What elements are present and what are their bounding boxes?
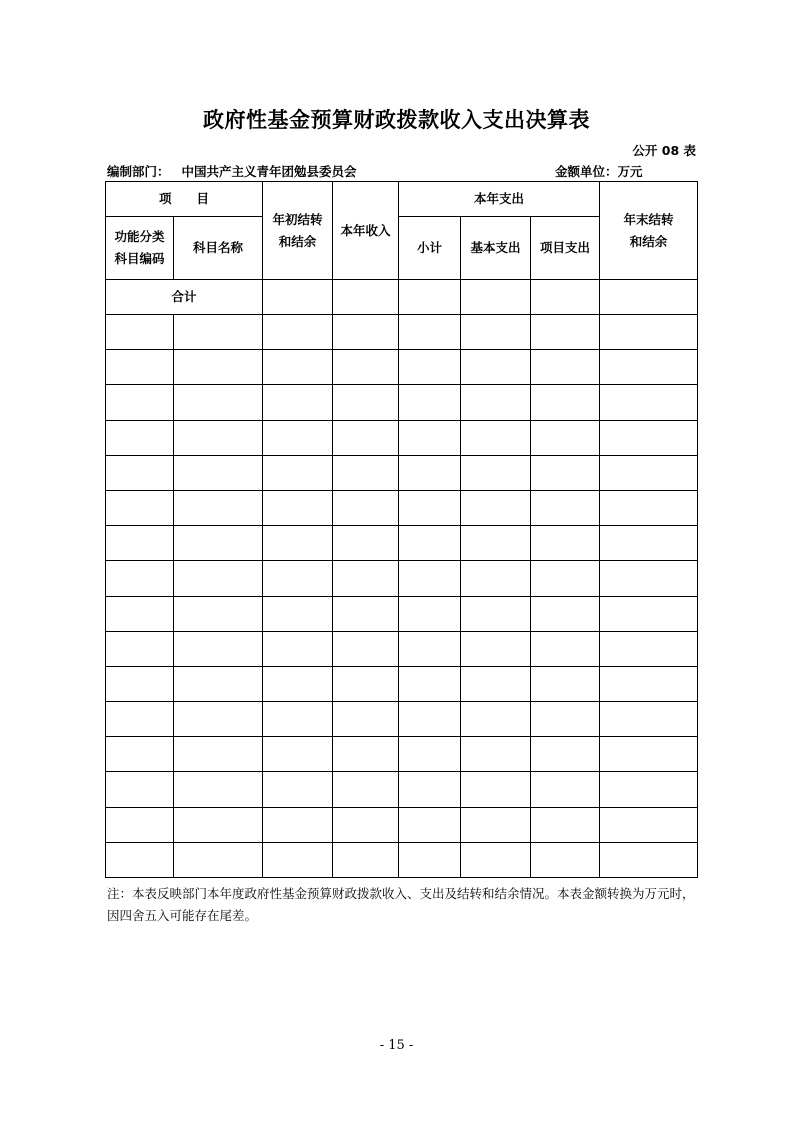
table-cell <box>461 596 531 631</box>
table-cell <box>263 561 333 596</box>
table-cell <box>600 737 698 772</box>
table-cell <box>399 385 461 420</box>
table-cell <box>461 350 531 385</box>
table-cell <box>106 807 174 842</box>
table-cell <box>106 420 174 455</box>
table-cell <box>399 702 461 737</box>
table-cell <box>399 807 461 842</box>
table-cell <box>174 842 263 877</box>
table-cell <box>174 596 263 631</box>
table-cell <box>106 490 174 525</box>
header-income: 本年收入 <box>333 182 399 280</box>
department-label: 编制部门： <box>107 164 170 179</box>
table-cell <box>106 631 174 666</box>
table-cell <box>600 350 698 385</box>
table-cell <box>263 455 333 490</box>
table-cell <box>600 420 698 455</box>
table-row <box>106 807 698 842</box>
table-cell <box>263 842 333 877</box>
header-subtotal: 小计 <box>399 217 461 280</box>
table-cell <box>174 702 263 737</box>
table-cell <box>333 561 399 596</box>
table-cell <box>174 350 263 385</box>
table-cell <box>174 385 263 420</box>
total-cell <box>461 280 531 315</box>
table-cell <box>399 842 461 877</box>
table-cell <box>399 737 461 772</box>
table-cell <box>600 596 698 631</box>
table-cell <box>106 315 174 350</box>
table-cell <box>174 455 263 490</box>
table-cell <box>106 561 174 596</box>
table-cell <box>461 420 531 455</box>
table-cell <box>106 666 174 701</box>
table-row <box>106 842 698 877</box>
table-cell <box>461 455 531 490</box>
table-cell <box>106 596 174 631</box>
table-row <box>106 455 698 490</box>
page-number: - 15 - <box>379 1038 414 1053</box>
table-cell <box>531 350 600 385</box>
header-row-1 <box>106 182 698 217</box>
table-cell <box>399 490 461 525</box>
header-basic-expense: 基本支出 <box>461 217 531 280</box>
table-cell <box>600 842 698 877</box>
table-cell <box>531 526 600 561</box>
table-cell <box>531 420 600 455</box>
table-cell <box>333 315 399 350</box>
table-cell <box>333 666 399 701</box>
table-cell <box>399 455 461 490</box>
table-cell <box>399 420 461 455</box>
table-cell <box>263 385 333 420</box>
table-row <box>106 561 698 596</box>
header-project-expense: 项目支出 <box>531 217 600 280</box>
table-cell <box>174 315 263 350</box>
table-cell <box>333 772 399 807</box>
table-cell <box>600 526 698 561</box>
table-row <box>106 702 698 737</box>
table-cell <box>461 737 531 772</box>
table-row <box>106 596 698 631</box>
table-row <box>106 350 698 385</box>
amount-unit: 金额单位：万元 <box>555 164 643 179</box>
department-name: 中国共产主义青年团勉县委员会 <box>181 164 357 179</box>
table-cell <box>600 702 698 737</box>
table-cell <box>106 385 174 420</box>
table-cell <box>600 490 698 525</box>
table-cell <box>600 315 698 350</box>
table-cell <box>263 702 333 737</box>
table-cell <box>461 315 531 350</box>
table-row <box>106 631 698 666</box>
table-cell <box>399 350 461 385</box>
table-cell <box>399 315 461 350</box>
table-cell <box>600 385 698 420</box>
footnote: 注：本表反映部门本年度政府性基金预算财政拨款收入、支出及结转和结余情况。本表金额转换为万元时，因四舍五入可能存在尾差。 <box>107 886 695 923</box>
table-cell <box>461 702 531 737</box>
header-begin-balance-text: 年初结转和结余 <box>272 211 323 249</box>
table-cell <box>531 666 600 701</box>
table-cell <box>531 561 600 596</box>
table-cell <box>531 807 600 842</box>
document-title: 政府性基金预算财政拨款收入支出决算表 <box>203 108 590 132</box>
table-cell <box>531 631 600 666</box>
table-cell <box>106 737 174 772</box>
total-cell <box>263 280 333 315</box>
table-cell <box>263 596 333 631</box>
table-cell <box>106 526 174 561</box>
table-cell <box>461 526 531 561</box>
table-cell <box>106 702 174 737</box>
table-cell <box>174 526 263 561</box>
total-cell <box>600 280 698 315</box>
table-cell <box>531 385 600 420</box>
table-row <box>106 420 698 455</box>
table-row <box>106 666 698 701</box>
table-cell <box>399 526 461 561</box>
table-cell <box>399 772 461 807</box>
header-begin-balance <box>263 182 333 280</box>
table-cell <box>263 807 333 842</box>
table-cell <box>399 631 461 666</box>
department-line <box>107 162 357 180</box>
report-table <box>105 181 698 878</box>
table-cell <box>333 702 399 737</box>
table-cell <box>600 666 698 701</box>
table-cell <box>461 807 531 842</box>
table-cell <box>600 772 698 807</box>
table-cell <box>600 631 698 666</box>
table-cell <box>600 561 698 596</box>
table-cell <box>333 420 399 455</box>
table-cell <box>461 842 531 877</box>
table-cell <box>461 631 531 666</box>
table-cell <box>174 490 263 525</box>
table-cell <box>263 420 333 455</box>
table-cell <box>600 807 698 842</box>
table-cell <box>531 772 600 807</box>
table-cell <box>461 772 531 807</box>
table-row <box>106 315 698 350</box>
table-cell <box>333 455 399 490</box>
header-item: 项 目 <box>106 182 263 217</box>
header-func-code-text: 功能分类科目编码 <box>114 229 165 266</box>
table-cell <box>174 561 263 596</box>
table-cell <box>263 490 333 525</box>
table-cell <box>263 666 333 701</box>
table-cell <box>174 666 263 701</box>
table-cell <box>461 561 531 596</box>
total-cell <box>399 280 461 315</box>
form-number: 公开 08 表 <box>632 143 696 158</box>
table-row <box>106 737 698 772</box>
total-label: 合计 <box>106 280 263 315</box>
header-subject-name: 科目名称 <box>174 217 263 280</box>
table-cell <box>106 350 174 385</box>
table-cell <box>333 842 399 877</box>
total-cell <box>531 280 600 315</box>
table-cell <box>263 772 333 807</box>
table-row <box>106 772 698 807</box>
table-cell <box>174 772 263 807</box>
table-cell <box>333 596 399 631</box>
table-cell <box>461 490 531 525</box>
table-cell <box>461 666 531 701</box>
table-cell <box>263 737 333 772</box>
table-row <box>106 490 698 525</box>
table-cell <box>174 420 263 455</box>
table-cell <box>174 631 263 666</box>
table-cell <box>531 315 600 350</box>
table-row <box>106 385 698 420</box>
table-cell <box>531 842 600 877</box>
table-cell <box>531 596 600 631</box>
table-cell <box>399 596 461 631</box>
header-func-code <box>106 217 174 280</box>
total-cell <box>333 280 399 315</box>
header-expense: 本年支出 <box>399 182 600 217</box>
table-cell <box>333 490 399 525</box>
table-cell <box>399 561 461 596</box>
total-row <box>106 280 698 315</box>
table-cell <box>399 666 461 701</box>
table-cell <box>174 737 263 772</box>
table-cell <box>106 455 174 490</box>
table-cell <box>174 807 263 842</box>
table-cell <box>461 385 531 420</box>
table-cell <box>531 490 600 525</box>
table-cell <box>106 842 174 877</box>
table-cell <box>531 455 600 490</box>
table-cell <box>333 737 399 772</box>
table-cell <box>333 807 399 842</box>
table-cell <box>263 631 333 666</box>
table-cell <box>333 350 399 385</box>
table-cell <box>263 350 333 385</box>
table-cell <box>333 631 399 666</box>
table-cell <box>531 737 600 772</box>
table-row <box>106 526 698 561</box>
header-end-balance <box>600 182 698 280</box>
table-cell <box>333 385 399 420</box>
header-end-balance-text: 年末结转和结余 <box>623 211 674 249</box>
table-cell <box>333 526 399 561</box>
table-cell <box>531 702 600 737</box>
table-cell <box>263 526 333 561</box>
table-cell <box>600 455 698 490</box>
table-cell <box>263 315 333 350</box>
table-cell <box>106 772 174 807</box>
